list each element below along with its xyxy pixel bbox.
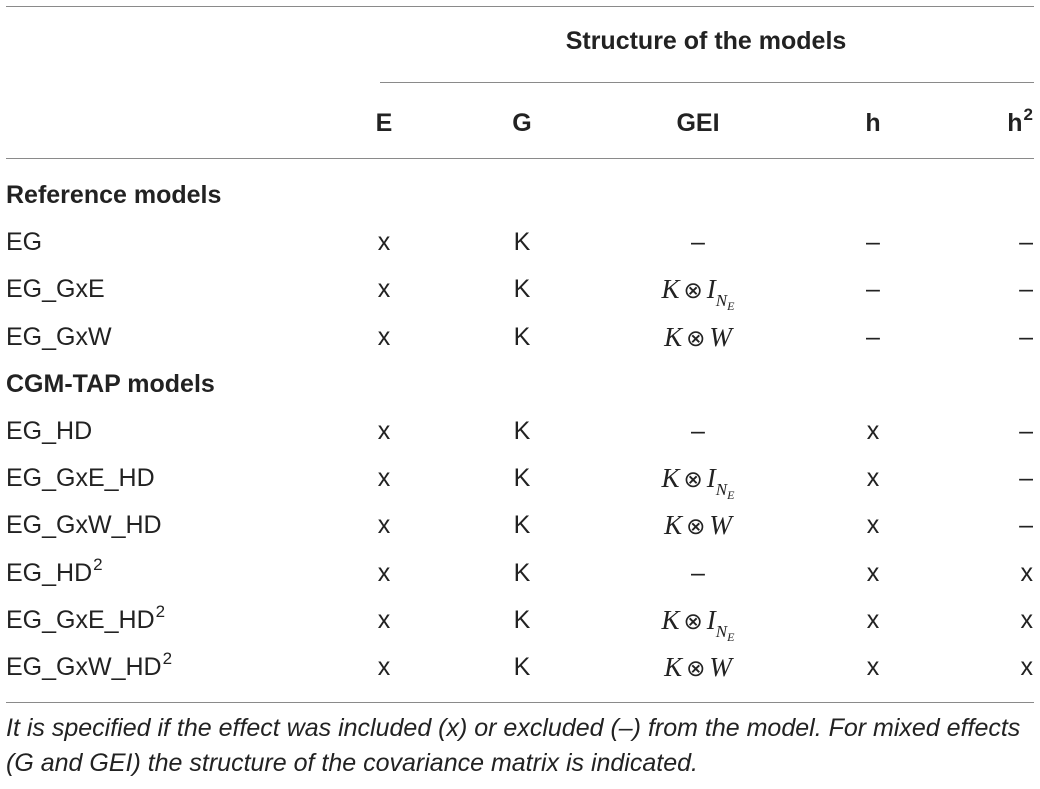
cell-h2: – <box>1019 275 1033 304</box>
cell-h2: – <box>1019 322 1033 351</box>
cell-gei: K ⊗ W <box>664 652 732 682</box>
cell-e: x <box>377 417 391 445</box>
model-name: EG_GxE <box>6 275 105 304</box>
cell-h: x <box>866 417 880 445</box>
cell-h2: x <box>1020 605 1033 634</box>
cell-g: K <box>513 558 531 587</box>
model-name: EG <box>6 228 43 257</box>
cell-e: x <box>377 511 391 540</box>
cell-h: x <box>866 558 880 587</box>
cell-e: x <box>377 228 391 257</box>
cell-e: x <box>377 464 391 493</box>
section-title: Reference models <box>6 181 222 209</box>
cell-gei: – <box>691 417 705 445</box>
cell-h: x <box>866 605 880 634</box>
cell-e: x <box>377 558 391 587</box>
table-bottom-rule <box>6 702 1034 703</box>
group-header-rule <box>380 82 1034 83</box>
column-header-g: G <box>512 109 532 137</box>
cell-gei: K ⊗ W <box>664 510 732 541</box>
model-name: EG_HD <box>6 417 93 445</box>
table-footnote: It is specified if the effect was included (x) or excluded (–) from the model. For mixed effects (G and GEI) the structure of the covariance matrix is indicated. <box>6 714 1021 777</box>
cell-gei: – <box>691 558 705 587</box>
cell-g: K <box>513 464 531 493</box>
cell-gei: K ⊗ $I_{NE}$ <box>661 463 735 503</box>
model-name: EG_GxW <box>6 322 112 351</box>
cell-g: K <box>513 275 531 304</box>
model-name: EG_GxW_HD <box>6 511 162 540</box>
cell-g: K <box>513 417 531 445</box>
cell-gei: K ⊗ $I_{NE}$ <box>661 604 735 644</box>
cell-h2: – <box>1019 464 1033 493</box>
cell-h2: x <box>1020 653 1033 681</box>
table-top-rule <box>6 6 1034 7</box>
cell-h: – <box>866 322 880 351</box>
cell-g: K <box>513 228 531 257</box>
cell-h2: – <box>1019 511 1033 540</box>
cell-gei: – <box>691 228 705 257</box>
model-name: EG_GxE_HD <box>6 464 155 493</box>
cell-h2: – <box>1019 228 1033 257</box>
column-header-h: h <box>865 109 881 137</box>
cell-g: K <box>513 322 531 351</box>
cell-gei: K ⊗ $I_{NE}$ <box>661 274 735 314</box>
cell-h: – <box>866 228 880 257</box>
header-bottom-rule <box>6 158 1034 159</box>
cell-h2: x <box>1020 558 1033 587</box>
cell-h: – <box>866 275 880 304</box>
cell-gei: K ⊗ W <box>664 321 732 352</box>
group-header: Structure of the models <box>565 27 847 55</box>
cell-h: x <box>866 464 880 493</box>
cell-e: x <box>377 653 391 681</box>
cell-h: x <box>866 653 880 681</box>
column-header-e: E <box>375 109 393 137</box>
model-name: $EG\_HD^2$ <box>6 554 103 587</box>
cell-h: x <box>866 511 880 540</box>
cell-h2: – <box>1019 417 1033 445</box>
model-name: $EG\_GxW\_HD^2$ <box>6 649 173 681</box>
model-name: $EG\_GxE\_HD^2$ <box>6 601 166 634</box>
cell-g: K <box>513 511 531 540</box>
cell-g: K <box>513 605 531 634</box>
cell-e: x <box>377 275 391 304</box>
cell-g: K <box>513 653 531 681</box>
cell-e: x <box>377 605 391 634</box>
cell-e: x <box>377 322 391 351</box>
section-title: CGM-TAP models <box>6 369 215 398</box>
column-header-gei: GEI <box>676 109 720 137</box>
column-header-h2: $h^2$ <box>1007 105 1033 137</box>
